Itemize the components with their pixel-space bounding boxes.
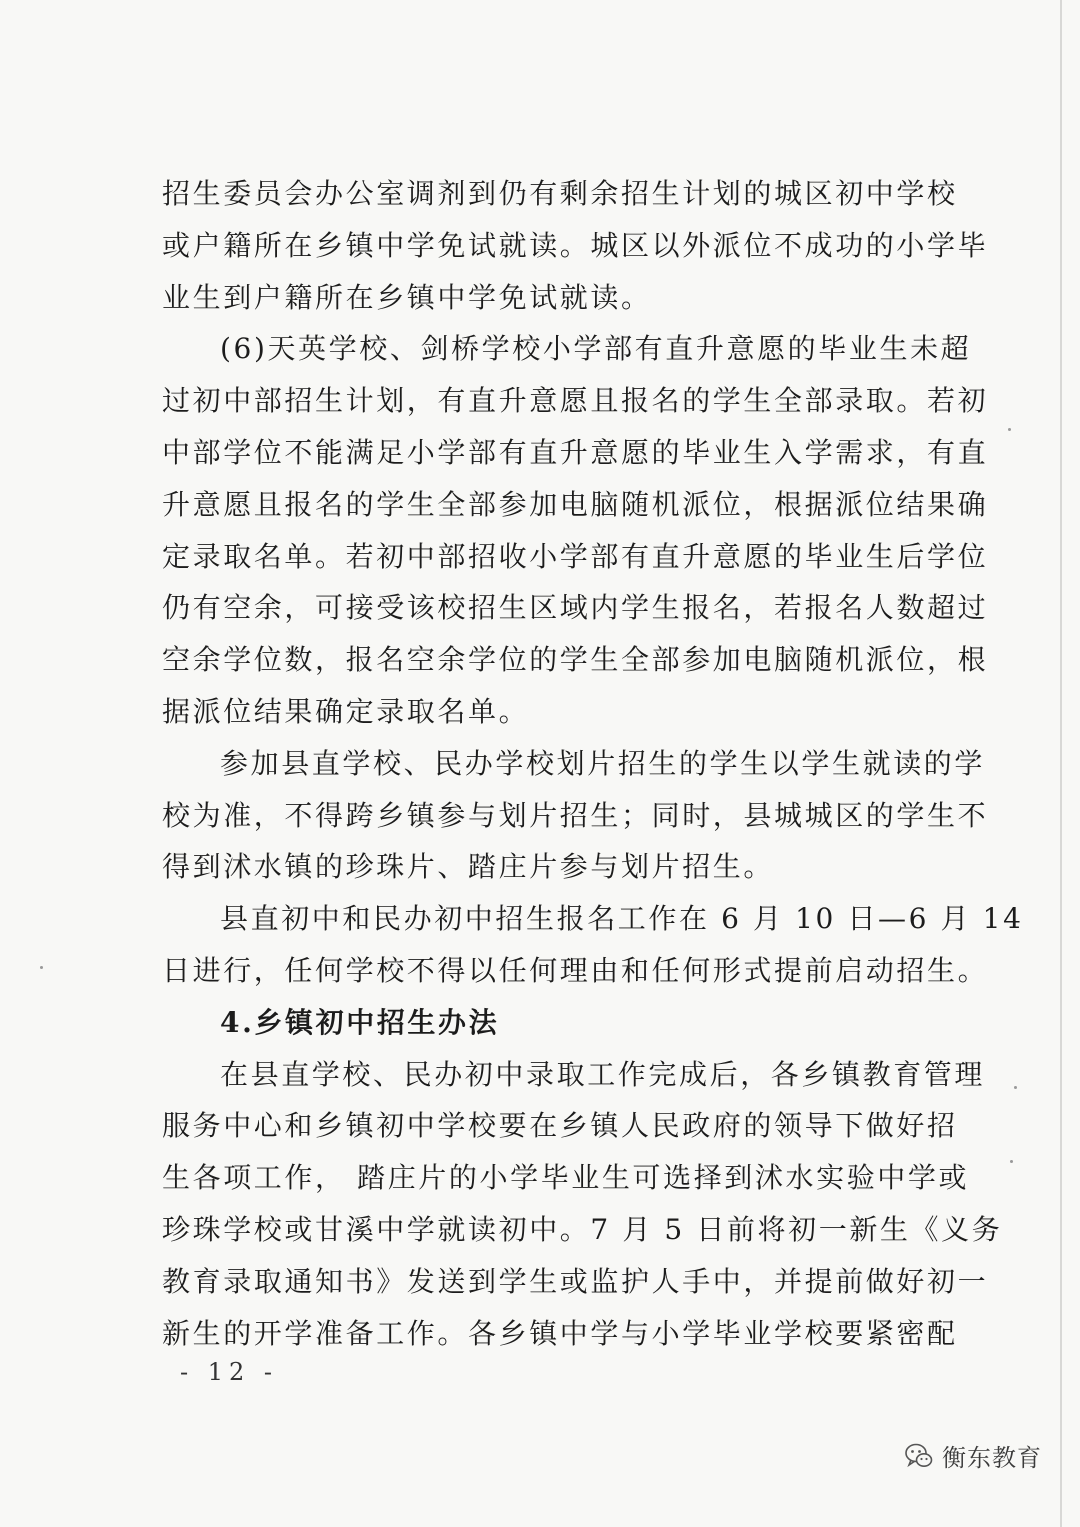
watermark-text: 衡东教育 [942,1444,1042,1472]
text-line: 新生的开学准备工作。各乡镇中学与小学毕业学校要紧密配 [162,1316,958,1350]
text-line: 或户籍所在乡镇中学免试就读。城区以外派位不成功的小学毕 [162,228,989,262]
scan-speck [1014,1086,1017,1089]
scan-speck [1008,428,1011,431]
text-line: 服务中心和乡镇初中学校要在乡镇人民政府的领导下做好招 [162,1109,958,1143]
text-line: 得到沭水镇的珍珠片、踏庄片参与划片招生。 [162,850,775,884]
wechat-logo-icon [904,1441,934,1471]
text-line: 珍珠学校或甘溪中学就读初中。7 月 5 日前将初一新生《义务 [162,1212,1003,1246]
scan-edge-line [1060,0,1062,1527]
text-line: 仍有空余，可接受该校招生区域内学生报名，若报名人数超过 [162,591,989,625]
scan-speck [1010,1160,1013,1163]
page-number: - 12 - [180,1358,279,1386]
text-line: 校为准，不得跨乡镇参与划片招生；同时，县城城区的学生不 [162,798,989,832]
text-line: 在县直学校、民办初中录取工作完成后，各乡镇教育管理 [220,1057,986,1091]
text-line: 升意愿且报名的学生全部参加电脑随机派位，根据派位结果确 [162,487,989,521]
text-line: 县直初中和民办初中招生报名工作在 6 月 10 日—6 月 14 [220,902,1024,936]
text-line: 过初中部招生计划，有直升意愿且报名的学生全部录取。若初 [162,384,989,418]
text-line: 空余学位数，报名空余学位的学生全部参加电脑随机派位，根 [162,643,989,677]
text-line: 教育录取通知书》发送到学生或监护人手中，并提前做好初一 [162,1264,989,1298]
text-line: 日进行，任何学校不得以任何理由和任何形式提前启动招生。 [162,953,989,987]
section-heading: 4.乡镇初中招生办法 [220,1005,500,1039]
scan-speck [40,966,43,969]
text-line: 据派位结果确定录取名单。 [162,694,530,728]
text-line: 定录取名单。若初中部招收小学部有直升意愿的毕业生后学位 [162,539,989,573]
document-body [162,168,1024,1359]
text-line: 生各项工作， 踏庄片的小学毕业生可选择到沭水实验中学或 [162,1161,970,1195]
text-line: 招生委员会办公室调剂到仍有剩余招生计划的城区初中学校 [162,177,958,210]
text-line: 参加县直学校、民办学校划片招生的学生以学生就读的学 [220,746,986,780]
watermark [904,1438,1042,1473]
text-line: 业生到户籍所在乡镇中学免试就读。 [162,280,652,314]
text-line: 中部学位不能满足小学部有直升意愿的毕业生入学需求，有直 [162,435,989,469]
text-line: (6)天英学校、剑桥学校小学部有直升意愿的毕业生未超 [220,332,972,366]
